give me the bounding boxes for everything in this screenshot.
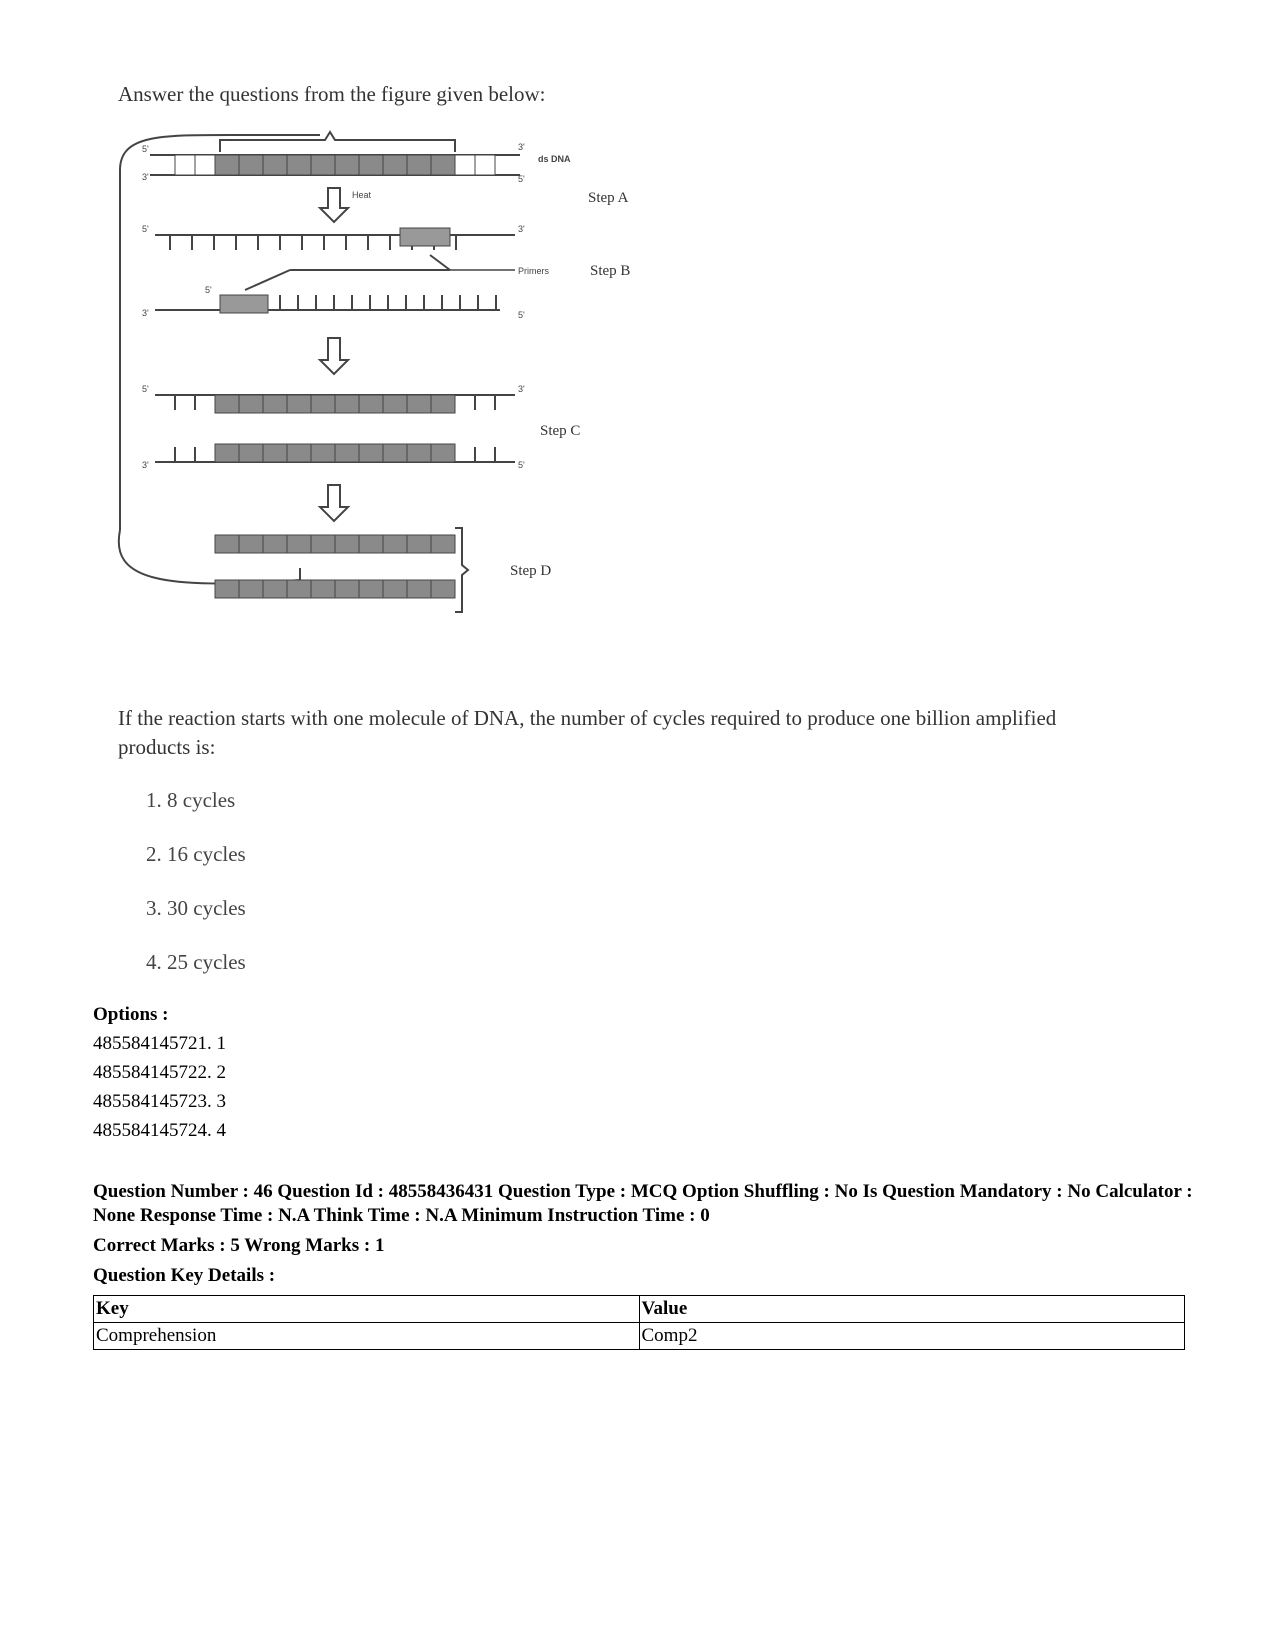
key-cell: Comprehension xyxy=(94,1323,640,1350)
ds-dna-strand xyxy=(150,155,520,175)
marks-info: Correct Marks : 5 Wrong Marks : 1 xyxy=(93,1235,385,1256)
label-step-b: Step B xyxy=(590,263,631,279)
options-section xyxy=(93,1000,226,1145)
option-item: 485584145724. 4 xyxy=(93,1120,226,1141)
label-step-c: Step C xyxy=(540,423,581,439)
label-step-a: Step A xyxy=(588,190,629,206)
label-5prime-a2: 5' xyxy=(518,174,525,184)
label-ds-dna: ds DNA xyxy=(538,154,571,164)
label-primers: Primers xyxy=(518,266,549,276)
table-row xyxy=(94,1323,1185,1350)
key-details-table xyxy=(93,1295,1185,1350)
key-header: Key xyxy=(94,1296,640,1323)
label-5prime-b2: 5' xyxy=(205,285,212,295)
question-figure-block xyxy=(100,70,1150,980)
label-3prime-c2: 3' xyxy=(142,460,149,470)
label-step-d: Step D xyxy=(510,563,552,579)
label-5prime-a: 5' xyxy=(142,144,149,154)
label-3prime-b2: 3' xyxy=(142,308,149,318)
figure-intro: Answer the questions from the figure given below: xyxy=(118,82,546,106)
choice-item: 4. 25 cycles xyxy=(146,950,246,974)
option-item: 485584145721. 1 xyxy=(93,1033,226,1054)
label-3prime-a: 3' xyxy=(142,172,149,182)
question-text: If the reaction starts with one molecule of DNA, the number of cycles required to produce one billion amplified products is: xyxy=(118,706,1057,759)
label-5prime-c: 5' xyxy=(142,384,149,394)
label-5prime-c2: 5' xyxy=(518,460,525,470)
choice-item: 3. 30 cycles xyxy=(146,896,246,920)
label-5prime-b3: 5' xyxy=(518,310,525,320)
question-meta xyxy=(93,1180,1193,1294)
option-item: 485584145723. 3 xyxy=(93,1091,226,1112)
choice-item: 1. 8 cycles xyxy=(146,788,236,812)
option-item: 485584145722. 2 xyxy=(93,1062,226,1083)
value-cell: Comp2 xyxy=(639,1323,1185,1350)
label-5prime-b: 5' xyxy=(142,224,149,234)
label-3prime-b: 3' xyxy=(518,224,525,234)
pcr-diagram xyxy=(100,110,800,690)
key-details-title: Question Key Details : xyxy=(93,1265,276,1286)
label-3prime-c: 3' xyxy=(518,384,525,394)
label-3prime-a2: 3' xyxy=(518,142,525,152)
question-info: Question Number : 46 Question Id : 48558436431 Question Type : MCQ Option Shuffling : No Is Question Mandatory : No Calculator : None Response Time : N.A Think Time : N.A Minimum Instruction Time : 0 xyxy=(93,1181,1193,1226)
question-choices xyxy=(146,788,246,1004)
options-title: Options : xyxy=(93,1004,169,1025)
choice-item: 2. 16 cycles xyxy=(146,842,246,866)
label-heat: Heat xyxy=(352,190,372,200)
value-header: Value xyxy=(639,1296,1185,1323)
